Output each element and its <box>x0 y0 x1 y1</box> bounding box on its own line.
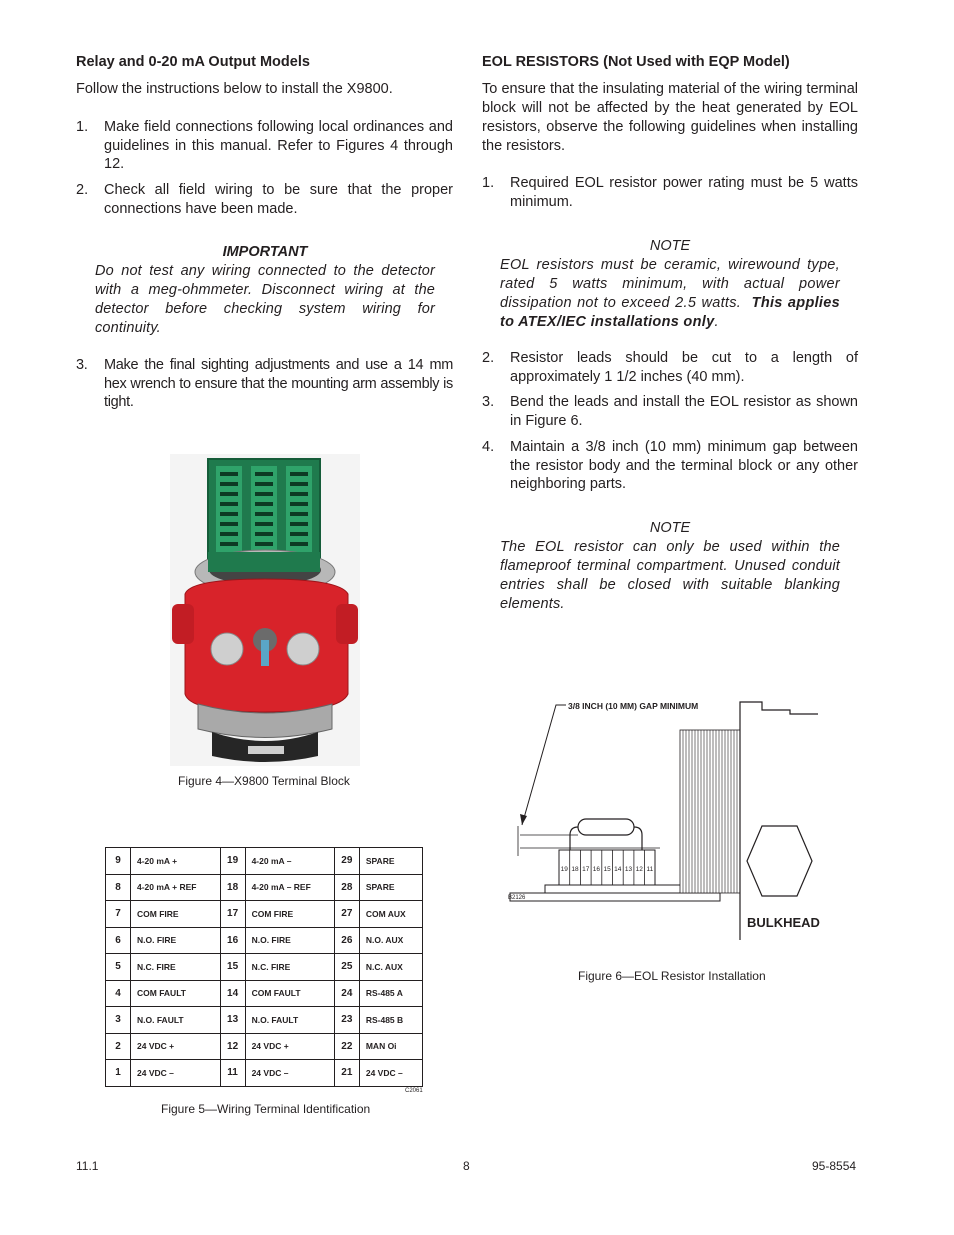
terminal-number: 17 <box>582 866 590 873</box>
eol-resistor-diagram <box>500 690 830 950</box>
figure5-caption: Figure 5—Wiring Terminal Identification <box>161 1102 371 1116</box>
terminal-label: 4-20 mA + <box>131 848 221 875</box>
right-step-4 <box>482 438 858 496</box>
step-text: Required EOL resistor power rating must be 5 watts minimum. <box>510 175 858 210</box>
bulkhead-label: BULKHEAD <box>747 915 820 930</box>
terminal-number: 14 <box>614 866 622 873</box>
step-number: 3. <box>482 394 495 410</box>
terminal-label: 4-20 mA – REF <box>245 874 334 901</box>
leader-line <box>522 705 566 825</box>
terminal-number: 16 <box>220 927 245 954</box>
terminal-number: 2 <box>106 1033 131 1060</box>
mounting-plate <box>545 885 683 893</box>
terminal-number: 21 <box>334 1060 359 1087</box>
figure6-caption: Figure 6—EOL Resistor Installation <box>578 969 766 983</box>
step-text: Make field connections following local ordinances and guidelines in this manual. Refer to Figures 4 through 12. <box>104 119 453 172</box>
terminal-label: 24 VDC – <box>245 1060 334 1087</box>
right-step-2 <box>482 349 858 389</box>
terminal-number: 19 <box>220 848 245 875</box>
terminal-label: N.O. AUX <box>359 927 422 954</box>
step-number: 4. <box>482 439 495 455</box>
terminal-label: N.O. FAULT <box>131 1007 221 1034</box>
terminal-number: 7 <box>106 901 131 928</box>
step-text: Make the final sighting adjustments and use a 14 mm hex wrench to ensure that the mounting arm assembly is tight. <box>104 357 453 410</box>
terminal-number: 18 <box>571 866 579 873</box>
note-1-text-wrap: EOL resistors must be ceramic, wirewound type, rated 5 watts minimum, with actual power dissipation not to exceed 2.5 watts. This applies to ATEX/IEC installations only. <box>500 257 840 330</box>
left-heading: Relay and 0-20 mA Output Models <box>76 54 310 70</box>
table-row <box>106 927 423 954</box>
footer-document-number: 95-8554 <box>812 1159 857 1173</box>
table-row <box>106 848 423 875</box>
terminal-number: 14 <box>220 980 245 1007</box>
terminal-label: RS-485 A <box>359 980 422 1007</box>
right-step-1 <box>482 174 858 214</box>
terminal-label: N.O. FIRE <box>245 927 334 954</box>
note-2-title: NOTE <box>649 520 691 536</box>
terminal-number: 28 <box>334 874 359 901</box>
right-step-3 <box>482 393 858 433</box>
note-1-bold: This applies to ATEX/IEC installations only <box>500 295 840 330</box>
terminal-label: 24 VDC + <box>245 1033 334 1060</box>
base-plate <box>510 893 720 901</box>
footer-revision: 11.1 <box>76 1159 99 1173</box>
figure6-code: B2126 <box>508 895 526 901</box>
footer-page-number: 8 <box>463 1159 470 1173</box>
table-row <box>106 1060 423 1087</box>
terminal-label: 24 VDC + <box>131 1033 221 1060</box>
eol-resistor-body <box>578 819 634 835</box>
terminal-label: SPARE <box>359 874 422 901</box>
terminal-label: 4-20 mA – <box>245 848 334 875</box>
terminal-number: 3 <box>106 1007 131 1034</box>
terminal-number: 26 <box>334 927 359 954</box>
x9800-terminal-block-photo <box>170 454 360 766</box>
terminal-label: COM FIRE <box>245 901 334 928</box>
terminal-number: 15 <box>220 954 245 981</box>
note-1-block <box>500 237 840 332</box>
terminal-label: N.O. FAULT <box>245 1007 334 1034</box>
step-number: 2. <box>76 182 89 198</box>
terminal-number: 11 <box>220 1060 245 1087</box>
terminal-number: 13 <box>220 1007 245 1034</box>
table-row <box>106 1033 423 1060</box>
terminal-number: 24 <box>334 980 359 1007</box>
terminal-number: 25 <box>334 954 359 981</box>
terminal-label: 24 VDC – <box>359 1060 422 1087</box>
left-step-3 <box>76 356 453 414</box>
note-2-block <box>500 519 840 614</box>
terminal-label: N.C. FIRE <box>245 954 334 981</box>
step-number: 3. <box>76 357 88 373</box>
table-row <box>106 954 423 981</box>
terminal-number: 22 <box>334 1033 359 1060</box>
note-1-text: EOL resistors must be ceramic, wirewound type, rated 5 watts minimum, with actual power dissipation not to exceed 2.5 watts. <box>500 257 840 311</box>
terminal-number: 11 <box>646 866 654 873</box>
table-row <box>106 980 423 1007</box>
terminal-label: N.C. FIRE <box>131 954 221 981</box>
step-text: Check all field wiring to be sure that the proper connections have been made. <box>104 182 453 217</box>
terminal-number: 18 <box>220 874 245 901</box>
terminal-number: 5 <box>106 954 131 981</box>
terminal-label: N.O. FIRE <box>131 927 221 954</box>
terminal-number: 27 <box>334 901 359 928</box>
left-intro: Follow the instructions below to install the X9800. <box>76 81 393 97</box>
terminal-number: 8 <box>106 874 131 901</box>
bulkhead-outline <box>740 702 818 940</box>
important-block <box>95 243 435 338</box>
terminal-number: 29 <box>334 848 359 875</box>
table-row <box>106 1007 423 1034</box>
terminal-label: MAN Oi <box>359 1033 422 1060</box>
table-row <box>106 874 423 901</box>
terminal-number: 23 <box>334 1007 359 1034</box>
terminal-label: RS-485 B <box>359 1007 422 1034</box>
table-row <box>106 901 423 928</box>
terminal-label: COM AUX <box>359 901 422 928</box>
right-intro: To ensure that the insulating material of the wiring terminal block will not be affected by the heat generated by EOL resistors, observe the following guidelines when installing the resistors. <box>482 81 858 154</box>
step-text: Resistor leads should be cut to a length of approximately 1 1/2 inches (40 mm). <box>510 350 858 385</box>
step-number: 1. <box>482 175 495 191</box>
terminal-number: 12 <box>635 866 643 873</box>
note-1-title: NOTE <box>649 238 691 254</box>
important-text: Do not test any wiring connected to the detector with a meg-ohmmeter. Disconnect wiring at the detector before checking system wiring for continuity. <box>95 263 435 336</box>
terminal-label: COM FAULT <box>131 980 221 1007</box>
terminal-label: COM FAULT <box>245 980 334 1007</box>
left-step-2 <box>76 181 453 221</box>
important-title: IMPORTANT <box>222 244 308 260</box>
figure4-caption: Figure 4—X9800 Terminal Block <box>178 774 350 788</box>
terminal-label: COM FIRE <box>131 901 221 928</box>
figure5-code: C2061 <box>405 1088 423 1094</box>
note-2-text: The EOL resistor can only be used within the flameproof terminal compartment. Unused conduit entries shall be closed with suitable blanking elements. <box>500 539 840 612</box>
terminal-label: 4-20 mA + REF <box>131 874 221 901</box>
terminal-number: 15 <box>603 866 611 873</box>
terminal-label: N.C. AUX <box>359 954 422 981</box>
terminal-number: 9 <box>106 848 131 875</box>
step-number: 2. <box>482 350 495 366</box>
terminal-number: 1 <box>106 1060 131 1087</box>
terminal-number: 12 <box>220 1033 245 1060</box>
right-heading: EOL RESISTORS (Not Used with EQP Model) <box>482 54 790 70</box>
terminal-number: 19 <box>560 866 568 873</box>
gap-label: 3/8 INCH (10 MM) GAP MINIMUM <box>568 701 699 711</box>
terminal-number: 6 <box>106 927 131 954</box>
arrow-head <box>520 814 527 825</box>
terminal-number: 17 <box>220 901 245 928</box>
step-text: Maintain a 3/8 inch (10 mm) minimum gap between the resistor body and the terminal block or any other neighboring parts. <box>510 439 858 492</box>
terminal-number: 13 <box>624 866 633 873</box>
wiring-terminal-table <box>105 847 423 1087</box>
terminal-label: 24 VDC – <box>131 1060 221 1087</box>
hex-nut <box>747 826 812 896</box>
terminal-number: 16 <box>592 866 601 873</box>
step-number: 1. <box>76 119 89 135</box>
terminal-label: SPARE <box>359 848 422 875</box>
left-step-1 <box>76 118 453 172</box>
step-text: Bend the leads and install the EOL resistor as shown in Figure 6. <box>510 394 858 429</box>
terminal-number: 4 <box>106 980 131 1007</box>
